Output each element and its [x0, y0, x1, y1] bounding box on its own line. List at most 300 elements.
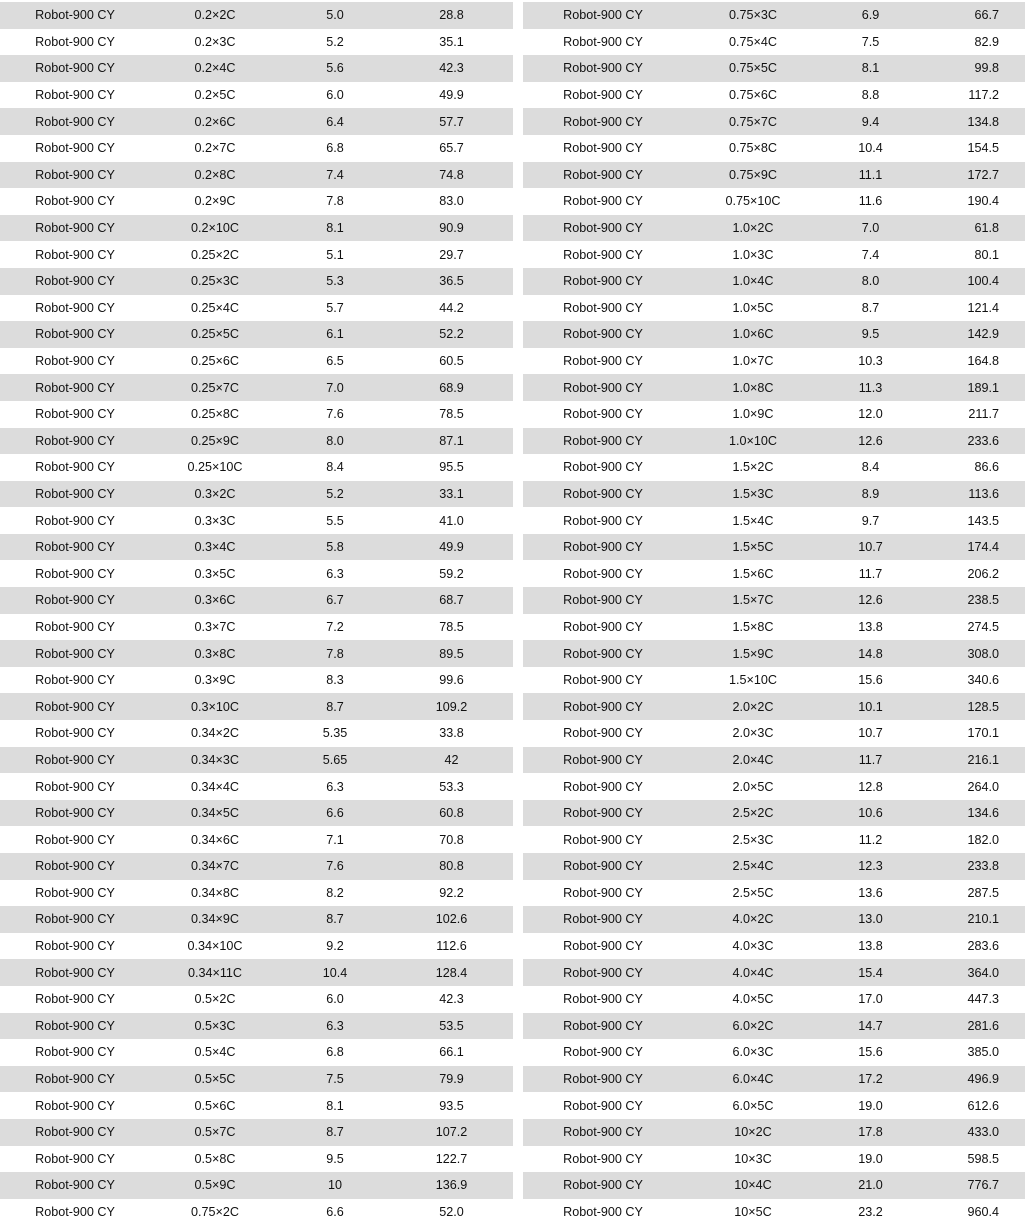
cell-diameter: 8.7: [326, 912, 344, 927]
cell-weight: 78.5: [439, 407, 464, 422]
cell-diameter: 7.6: [326, 859, 344, 874]
cell-diameter: 23.2: [858, 1205, 883, 1220]
cell-diameter: 17.8: [858, 1125, 883, 1140]
cell-weight: 36.5: [439, 274, 464, 289]
cell-model: Robot-900 CY: [563, 61, 643, 76]
table-row: [523, 614, 1025, 641]
table-row: [523, 108, 1025, 135]
cell-spec: 0.3×8C: [194, 646, 236, 661]
cell-model: Robot-900 CY: [35, 1072, 115, 1087]
cell-weight: 42.3: [439, 61, 464, 76]
cell-spec: 0.25×2C: [191, 247, 239, 262]
cell-weight: 33.1: [439, 486, 464, 501]
cell-weight: 136.9: [435, 1178, 468, 1193]
table-row: [523, 1172, 1025, 1199]
cell-spec: 2.0×4C: [732, 752, 774, 767]
cell-diameter: 5.35: [322, 726, 348, 741]
table-row: [0, 135, 513, 162]
cell-model: Robot-900 CY: [563, 1151, 643, 1166]
table-row: [0, 959, 513, 986]
cell-diameter: 12.3: [858, 859, 883, 874]
cell-diameter: 7.1: [326, 832, 344, 847]
cell-model: Robot-900 CY: [35, 221, 115, 236]
table-row: [0, 215, 513, 242]
table-row: [0, 986, 513, 1013]
cell-diameter: 8.9: [861, 486, 880, 501]
cell-spec: 0.34×10C: [187, 939, 243, 954]
cell-weight: 385.0: [967, 1045, 999, 1060]
cell-model: Robot-900 CY: [563, 752, 643, 767]
table-row: [523, 667, 1025, 694]
cell-model: Robot-900 CY: [35, 433, 115, 448]
cell-diameter: 8.7: [326, 699, 344, 714]
cell-weight: 211.7: [968, 407, 999, 422]
cell-diameter: 6.1: [326, 327, 344, 342]
cell-diameter: 6.8: [326, 1045, 344, 1060]
cell-diameter: 11.7: [858, 566, 883, 581]
cell-weight: 92.2: [439, 885, 464, 900]
cell-weight: 35.1: [439, 34, 464, 49]
cell-spec: 0.2×9C: [194, 194, 236, 209]
table-row: [523, 507, 1025, 534]
cell-weight: 57.7: [439, 114, 464, 129]
cell-spec: 4.0×3C: [732, 939, 774, 954]
cell-spec: 0.75×4C: [729, 34, 777, 49]
cell-diameter: 5.6: [326, 61, 344, 76]
table-row: [0, 534, 513, 561]
cell-spec: 0.5×7C: [194, 1125, 236, 1140]
table-row: [523, 986, 1025, 1013]
table-row: [0, 481, 513, 508]
table-row: [0, 374, 513, 401]
cell-spec: 1.5×8C: [732, 619, 774, 634]
cell-spec: 0.5×3C: [194, 1018, 236, 1033]
cell-weight: 283.6: [967, 939, 999, 954]
cell-diameter: 14.8: [858, 646, 883, 661]
cable-spec-table-right: [523, 2, 1025, 1225]
cell-diameter: 8.8: [861, 88, 880, 103]
cell-weight: 60.5: [439, 354, 464, 369]
cell-weight: 210.1: [967, 912, 999, 927]
cell-diameter: 21.0: [858, 1178, 883, 1193]
cell-spec: 1.5×6C: [732, 566, 774, 581]
table-row: [0, 55, 513, 82]
cell-weight: 109.2: [435, 699, 468, 714]
cell-spec: 6.0×2C: [732, 1018, 774, 1033]
cell-model: Robot-900 CY: [35, 806, 115, 821]
table-row: [523, 747, 1025, 774]
cell-diameter: 6.7: [326, 593, 344, 608]
cell-model: Robot-900 CY: [35, 832, 115, 847]
cell-diameter: 7.0: [326, 380, 344, 395]
cell-model: Robot-900 CY: [563, 859, 643, 874]
cell-weight: 42: [444, 752, 459, 767]
cell-spec: 0.34×7C: [191, 859, 239, 874]
cell-model: Robot-900 CY: [563, 992, 643, 1007]
table-row: [523, 268, 1025, 295]
table-row: [523, 135, 1025, 162]
cell-weight: 80.8: [439, 859, 464, 874]
cell-model: Robot-900 CY: [563, 1205, 643, 1220]
cell-weight: 598.5: [967, 1151, 999, 1166]
cell-weight: 174.4: [967, 540, 999, 555]
cell-diameter: 7.6: [326, 407, 344, 422]
cell-model: Robot-900 CY: [35, 646, 115, 661]
cell-spec: 0.25×9C: [191, 433, 239, 448]
table-row: [0, 826, 513, 853]
table-row: [523, 1039, 1025, 1066]
table-row: [0, 614, 513, 641]
cell-weight: 52.2: [439, 327, 464, 342]
cell-spec: 0.5×8C: [194, 1151, 236, 1166]
cell-weight: 612.6: [967, 1098, 999, 1113]
cell-weight: 79.9: [439, 1072, 464, 1087]
cell-spec: 0.25×5C: [191, 327, 239, 342]
table-row: [523, 29, 1025, 56]
cell-model: Robot-900 CY: [35, 354, 115, 369]
cell-diameter: 11.6: [858, 194, 883, 209]
cell-model: Robot-900 CY: [35, 300, 115, 315]
cell-spec: 10×2C: [734, 1125, 772, 1140]
cell-weight: 99.8: [974, 61, 999, 76]
cell-model: Robot-900 CY: [563, 460, 643, 475]
table-row: [0, 1199, 513, 1226]
cell-weight: 190.4: [967, 194, 999, 209]
cell-model: Robot-900 CY: [35, 486, 115, 501]
cell-spec: 0.75×10C: [725, 194, 781, 209]
cell-weight: 68.9: [439, 380, 464, 395]
cell-model: Robot-900 CY: [35, 1205, 115, 1220]
cell-weight: 83.0: [439, 194, 464, 209]
cell-weight: 33.8: [439, 726, 464, 741]
cell-model: Robot-900 CY: [35, 247, 115, 262]
cell-spec: 1.0×3C: [732, 247, 774, 262]
cell-weight: 49.9: [439, 88, 464, 103]
cell-weight: 65.7: [439, 141, 464, 156]
cell-diameter: 5.2: [326, 486, 344, 501]
cell-spec: 0.25×6C: [191, 354, 239, 369]
cell-model: Robot-900 CY: [35, 274, 115, 289]
cell-diameter: 6.3: [326, 566, 344, 581]
cell-model: Robot-900 CY: [563, 619, 643, 634]
cell-weight: 112.6: [436, 939, 467, 954]
cell-weight: 264.0: [967, 779, 999, 794]
cell-weight: 99.6: [439, 673, 464, 688]
cell-weight: 164.8: [967, 354, 999, 369]
cell-model: Robot-900 CY: [35, 1125, 115, 1140]
cell-weight: 154.5: [967, 141, 999, 156]
cell-weight: 287.5: [967, 885, 999, 900]
cell-model: Robot-900 CY: [563, 221, 643, 236]
table-row: [0, 268, 513, 295]
cell-model: Robot-900 CY: [563, 832, 643, 847]
table-row: [523, 374, 1025, 401]
cell-weight: 49.9: [439, 540, 464, 555]
table-row: [523, 1066, 1025, 1093]
cell-diameter: 11.1: [858, 167, 883, 182]
table-row: [0, 747, 513, 774]
table-row: [523, 534, 1025, 561]
cell-spec: 0.34×3C: [191, 752, 239, 767]
cell-model: Robot-900 CY: [35, 699, 115, 714]
cell-weight: 447.3: [967, 992, 999, 1007]
cell-spec: 6.0×5C: [732, 1098, 774, 1113]
cell-diameter: 9.5: [861, 327, 880, 342]
cell-diameter: 8.4: [326, 460, 344, 475]
table-row: [0, 720, 513, 747]
cell-diameter: 13.8: [858, 939, 883, 954]
table-row: [523, 1146, 1025, 1173]
cell-diameter: 17.2: [858, 1072, 883, 1087]
cell-weight: 189.1: [967, 380, 999, 395]
table-row: [523, 933, 1025, 960]
cell-model: Robot-900 CY: [35, 513, 115, 528]
cell-spec: 0.3×7C: [194, 619, 236, 634]
table-row: [0, 2, 513, 29]
cell-diameter: 5.3: [326, 274, 344, 289]
cell-weight: 340.6: [967, 673, 999, 688]
cell-diameter: 8.0: [861, 274, 880, 289]
cell-spec: 0.5×4C: [194, 1045, 236, 1060]
cell-diameter: 9.7: [861, 513, 880, 528]
table-row: [523, 162, 1025, 189]
cell-model: Robot-900 CY: [563, 1098, 643, 1113]
table-row: [523, 640, 1025, 667]
cell-model: Robot-900 CY: [563, 407, 643, 422]
cell-spec: 0.75×6C: [729, 88, 777, 103]
table-row: [0, 507, 513, 534]
cell-model: Robot-900 CY: [563, 34, 643, 49]
cell-weight: 776.7: [967, 1178, 999, 1193]
cell-spec: 2.5×5C: [732, 885, 774, 900]
table-row: [0, 188, 513, 215]
cell-weight: 66.7: [974, 8, 999, 23]
cell-diameter: 11.7: [858, 752, 883, 767]
cell-weight: 142.9: [967, 327, 999, 342]
cell-diameter: 10.4: [322, 965, 348, 980]
cell-spec: 0.25×3C: [191, 274, 239, 289]
cell-diameter: 12.0: [858, 407, 883, 422]
cell-diameter: 19.0: [858, 1098, 883, 1113]
table-row: [523, 720, 1025, 747]
cell-weight: 61.8: [974, 221, 999, 236]
cell-diameter: 14.7: [858, 1018, 883, 1033]
cell-spec: 10×3C: [734, 1151, 772, 1166]
cell-diameter: 10.6: [858, 806, 883, 821]
table-row: [0, 295, 513, 322]
cell-spec: 1.0×8C: [732, 380, 774, 395]
cell-spec: 1.5×4C: [732, 513, 774, 528]
table-row: [523, 321, 1025, 348]
cell-diameter: 12.6: [858, 593, 883, 608]
cell-weight: 134.6: [967, 806, 999, 821]
cell-spec: 0.75×7C: [729, 114, 777, 129]
cell-model: Robot-900 CY: [563, 593, 643, 608]
cell-diameter: 6.0: [326, 992, 344, 1007]
table-row: [523, 295, 1025, 322]
cell-weight: 308.0: [967, 646, 999, 661]
cell-diameter: 13.6: [858, 885, 883, 900]
cell-model: Robot-900 CY: [563, 513, 643, 528]
cell-spec: 1.5×10C: [729, 673, 777, 688]
cell-diameter: 8.3: [326, 673, 344, 688]
table-row: [0, 1039, 513, 1066]
cell-spec: 1.0×9C: [732, 407, 774, 422]
cell-weight: 89.5: [439, 646, 464, 661]
cell-weight: 74.8: [439, 167, 464, 182]
table-row: [0, 1119, 513, 1146]
cell-weight: 42.3: [439, 992, 464, 1007]
cell-model: Robot-900 CY: [35, 1151, 115, 1166]
cell-model: Robot-900 CY: [35, 779, 115, 794]
table-row: [523, 401, 1025, 428]
cell-spec: 6.0×4C: [732, 1072, 774, 1087]
cable-spec-table-left: [0, 2, 513, 1225]
cell-weight: 107.2: [435, 1125, 468, 1140]
table-row: [0, 321, 513, 348]
cell-spec: 0.5×9C: [194, 1178, 236, 1193]
table-row: [523, 428, 1025, 455]
cell-spec: 0.75×9C: [729, 167, 777, 182]
table-row: [523, 1119, 1025, 1146]
cell-weight: 53.3: [439, 779, 464, 794]
cell-diameter: 6.8: [326, 141, 344, 156]
table-row: [0, 162, 513, 189]
cell-weight: 281.6: [967, 1018, 999, 1033]
table-row: [523, 693, 1025, 720]
cell-weight: 86.6: [974, 460, 999, 475]
cell-diameter: 6.6: [326, 806, 344, 821]
cell-weight: 53.5: [439, 1018, 464, 1033]
cell-weight: 238.5: [967, 593, 999, 608]
cell-diameter: 7.4: [326, 167, 344, 182]
cell-model: Robot-900 CY: [563, 141, 643, 156]
cell-model: Robot-900 CY: [563, 1125, 643, 1140]
table-row: [523, 1199, 1025, 1226]
cell-diameter: 5.65: [322, 752, 348, 767]
cell-weight: 70.8: [439, 832, 464, 847]
cell-model: Robot-900 CY: [563, 806, 643, 821]
table-row: [0, 640, 513, 667]
cell-weight: 206.2: [967, 566, 999, 581]
cell-weight: 41.0: [439, 513, 464, 528]
cell-model: Robot-900 CY: [563, 939, 643, 954]
cell-spec: 1.0×2C: [732, 221, 774, 236]
cell-diameter: 7.8: [326, 646, 344, 661]
cell-spec: 4.0×5C: [732, 992, 774, 1007]
cell-diameter: 6.6: [326, 1205, 344, 1220]
cell-model: Robot-900 CY: [563, 885, 643, 900]
table-row: [0, 667, 513, 694]
table-row: [0, 1092, 513, 1119]
cell-spec: 1.0×6C: [732, 327, 774, 342]
cell-model: Robot-900 CY: [35, 912, 115, 927]
cell-diameter: 19.0: [858, 1151, 883, 1166]
table-row: [523, 826, 1025, 853]
cell-model: Robot-900 CY: [35, 460, 115, 475]
cell-weight: 52.0: [439, 1205, 464, 1220]
cell-weight: 121.4: [967, 300, 999, 315]
cell-spec: 2.0×3C: [732, 726, 774, 741]
cell-diameter: 9.5: [326, 1151, 344, 1166]
table-row: [0, 853, 513, 880]
table-row: [0, 693, 513, 720]
cell-diameter: 8.0: [326, 433, 344, 448]
cell-weight: 143.5: [967, 513, 999, 528]
cell-spec: 4.0×2C: [732, 912, 774, 927]
cell-weight: 274.5: [967, 619, 999, 634]
cell-spec: 1.0×4C: [732, 274, 774, 289]
cell-diameter: 12.8: [858, 779, 883, 794]
cell-diameter: 5.0: [326, 8, 344, 23]
cell-model: Robot-900 CY: [35, 992, 115, 1007]
table-row: [523, 560, 1025, 587]
cell-model: Robot-900 CY: [563, 726, 643, 741]
cell-spec: 0.25×10C: [187, 460, 243, 475]
cell-spec: 1.0×7C: [732, 354, 774, 369]
cell-weight: 134.8: [967, 114, 999, 129]
cell-spec: 2.0×5C: [732, 779, 774, 794]
cell-diameter: 9.4: [861, 114, 880, 129]
cell-diameter: 5.8: [326, 540, 344, 555]
cell-spec: 0.3×2C: [194, 486, 236, 501]
table-row: [523, 215, 1025, 242]
cell-diameter: 10.7: [858, 540, 883, 555]
cell-diameter: 5.7: [326, 300, 344, 315]
cell-model: Robot-900 CY: [563, 1178, 643, 1193]
cell-spec: 10×4C: [734, 1178, 772, 1193]
cell-model: Robot-900 CY: [563, 247, 643, 262]
table-row: [0, 1066, 513, 1093]
cell-model: Robot-900 CY: [563, 88, 643, 103]
cell-diameter: 5.1: [326, 247, 344, 262]
cell-spec: 0.2×10C: [191, 221, 239, 236]
table-row: [523, 1092, 1025, 1119]
cell-weight: 44.2: [439, 300, 464, 315]
cell-spec: 2.5×3C: [732, 832, 774, 847]
cell-diameter: 8.1: [326, 1098, 344, 1113]
cell-diameter: 5.5: [326, 513, 344, 528]
cell-diameter: 6.5: [326, 354, 344, 369]
table-row: [523, 55, 1025, 82]
table-row: [0, 560, 513, 587]
cell-spec: 0.25×7C: [191, 380, 239, 395]
cell-model: Robot-900 CY: [35, 726, 115, 741]
cell-weight: 960.4: [967, 1205, 999, 1220]
cell-model: Robot-900 CY: [563, 114, 643, 129]
cell-spec: 1.5×9C: [732, 646, 774, 661]
table-row: [0, 348, 513, 375]
cell-diameter: 10.4: [858, 141, 883, 156]
cell-diameter: 8.4: [861, 460, 880, 475]
cell-weight: 128.4: [435, 965, 468, 980]
cell-diameter: 8.7: [326, 1125, 344, 1140]
table-row: [523, 959, 1025, 986]
cell-model: Robot-900 CY: [35, 407, 115, 422]
table-row: [523, 587, 1025, 614]
cell-diameter: 7.0: [861, 221, 880, 236]
cell-model: Robot-900 CY: [35, 939, 115, 954]
cell-model: Robot-900 CY: [35, 327, 115, 342]
cell-model: Robot-900 CY: [563, 433, 643, 448]
cell-model: Robot-900 CY: [563, 194, 643, 209]
table-row: [523, 880, 1025, 907]
cell-spec: 0.75×2C: [191, 1205, 239, 1220]
cell-diameter: 8.1: [861, 61, 880, 76]
cell-spec: 1.5×3C: [732, 486, 774, 501]
table-row: [0, 82, 513, 109]
cell-diameter: 7.2: [326, 619, 344, 634]
